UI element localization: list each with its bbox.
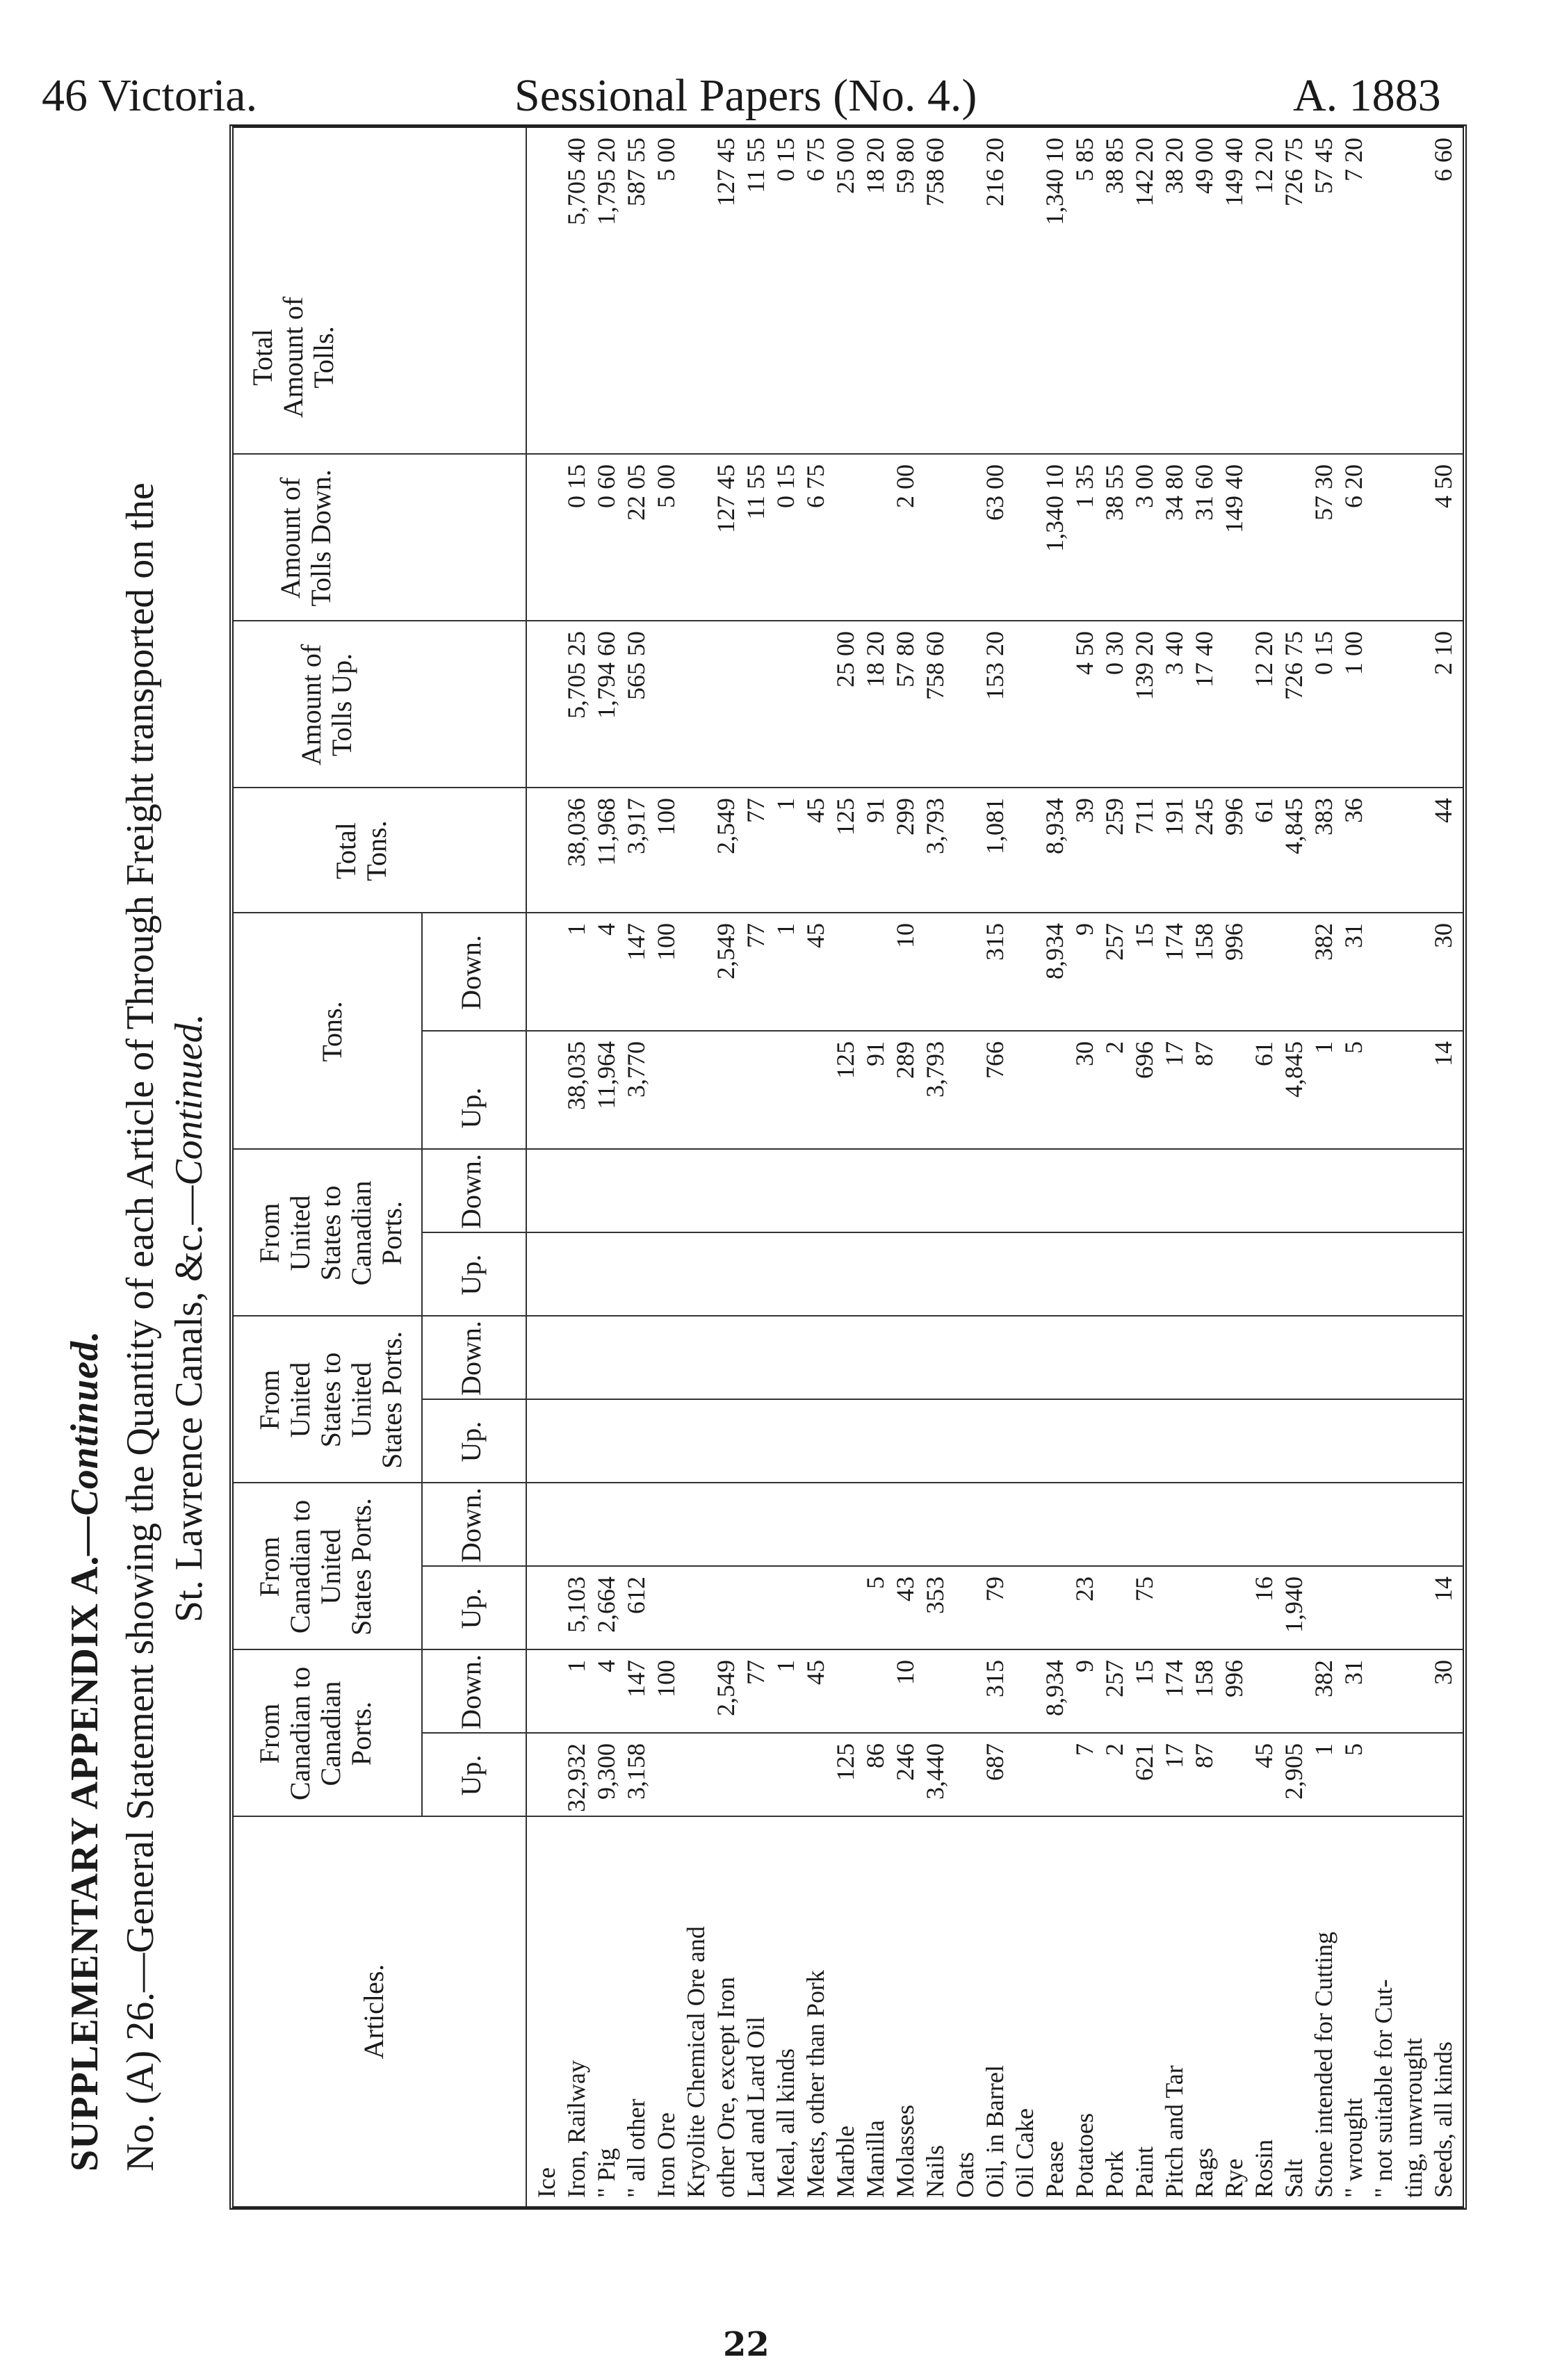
article-name: Lard and Lard Oil: [742, 2016, 770, 2198]
cell-total: 91: [861, 798, 889, 823]
cell-tolls-down: 0 15: [562, 464, 590, 508]
cell-t-up: 3,770: [622, 1041, 650, 1098]
cell-t-up: 1: [1310, 1041, 1337, 1054]
column-rule: [234, 1649, 1463, 1650]
cell-cc-up: 3,158: [622, 1743, 650, 1800]
header-center: Sessional Papers (No. 4.): [514, 70, 977, 121]
article-name: Oats: [951, 2152, 979, 2198]
cell-t-up: 766: [981, 1041, 1009, 1079]
subheader-rule: [421, 913, 423, 1817]
cell-total: 245: [1190, 798, 1218, 836]
article-name: Meal, all kinds: [772, 2048, 799, 2198]
cell-cc-down: 100: [652, 1660, 680, 1697]
cell-cc-up: 3,440: [921, 1743, 949, 1800]
cell-tolls-total: 11 55: [742, 138, 770, 193]
header-tolls-up: Amount of Tolls Up.: [295, 644, 357, 766]
header-down: Down.: [455, 1654, 487, 1729]
article-name: " not suitable for Cut-: [1369, 1979, 1397, 2198]
cell-t-up: 14: [1429, 1041, 1457, 1066]
header-right: A. 1883: [1293, 70, 1441, 121]
cell-total: 711: [1130, 798, 1158, 835]
cell-t-up: 125: [831, 1041, 859, 1079]
cell-tolls-total: 0 15: [772, 138, 799, 181]
page-number: 22: [723, 2325, 770, 2364]
column-rule: [234, 1482, 1463, 1483]
cell-tolls-total: 216 20: [981, 138, 1009, 206]
cell-t-down: 30: [1429, 923, 1457, 948]
header-down: Down.: [455, 935, 487, 1010]
cell-t-up: 87: [1190, 1041, 1218, 1066]
cell-total: 299: [891, 798, 919, 836]
cell-tolls-up: 5,705 25: [562, 631, 590, 719]
cell-cc-up: 621: [1130, 1743, 1158, 1781]
cell-cc-down: 2,549: [712, 1660, 740, 1716]
cell-t-down: 77: [742, 923, 770, 948]
cell-tolls-total: 127 45: [712, 138, 740, 206]
cell-cc-up: 9,300: [592, 1743, 620, 1800]
header-can-can: From Canadian to Canadian Ports.: [254, 1666, 377, 1801]
header-can-us: From Canadian to United States Ports.: [254, 1498, 377, 1636]
cell-t-up: 17: [1160, 1041, 1188, 1066]
cell-t-down: 382: [1310, 923, 1337, 961]
cell-t-down: 31: [1340, 923, 1367, 948]
cell-tolls-down: 6 20: [1340, 464, 1367, 508]
cell-cc-up: 2: [1100, 1743, 1128, 1756]
cell-total: 1: [772, 798, 799, 810]
article-name: Meats, other than Pork: [802, 1970, 829, 2198]
cell-cc-up: 125: [831, 1743, 859, 1781]
cell-cu-up: 612: [622, 1576, 650, 1614]
cell-cu-up: 14: [1429, 1576, 1457, 1601]
article-name: Rosin: [1250, 2139, 1278, 2198]
appendix-title: [63, 1330, 107, 2171]
cell-total: 36: [1340, 798, 1367, 823]
header-up: Up.: [455, 1254, 487, 1296]
cell-tolls-up: 2 10: [1429, 631, 1457, 675]
cell-t-up: 30: [1071, 1041, 1098, 1066]
cell-tolls-up: 12 20: [1250, 631, 1278, 687]
cell-tolls-total: 12 20: [1250, 138, 1278, 194]
cell-t-up: 5: [1340, 1041, 1367, 1054]
header-us-can: From United States to Canadian Ports.: [254, 1180, 407, 1286]
cell-tolls-down: 34 80: [1160, 464, 1188, 521]
cell-tolls-down: 149 40: [1220, 464, 1248, 533]
cell-cc-down: 147: [622, 1660, 650, 1697]
article-name: Paint: [1130, 2146, 1158, 2198]
cell-t-down: 4: [592, 923, 620, 936]
cell-t-down: 8,934: [1041, 923, 1068, 979]
cell-cc-up: 2,905: [1280, 1743, 1308, 1800]
article-name: Seeds, all kinds: [1429, 2041, 1457, 2198]
cell-t-down: 315: [981, 923, 1009, 961]
cell-cc-down: 315: [981, 1660, 1009, 1697]
cell-total: 100: [652, 798, 680, 836]
cell-total: 44: [1429, 798, 1457, 823]
cell-tolls-total: 587 55: [622, 138, 650, 206]
article-name: Kryolite Chemical Ore and: [682, 1926, 710, 2198]
article-name: Pork: [1100, 2150, 1128, 2198]
cell-tolls-down: 0 15: [772, 464, 799, 508]
article-name: other Ore, except Iron: [712, 1977, 740, 2198]
cell-cc-down: 77: [742, 1660, 770, 1685]
cell-t-down: 45: [802, 923, 829, 948]
cell-tolls-total: 49 00: [1190, 138, 1218, 194]
cell-cc-down: 996: [1220, 1660, 1248, 1697]
cell-tolls-down: 31 60: [1190, 464, 1218, 521]
cell-t-down: 15: [1130, 923, 1158, 948]
cell-t-down: 10: [891, 923, 919, 948]
cell-tolls-up: 1 00: [1340, 631, 1367, 675]
cell-tolls-total: 6 75: [802, 138, 829, 181]
appendix-title-suffix: —Continued.: [63, 1330, 106, 1556]
cell-total: 125: [831, 798, 859, 836]
cell-cu-up: 16: [1250, 1576, 1278, 1601]
article-name: Rye: [1220, 2158, 1248, 2198]
cell-cc-down: 10: [891, 1660, 919, 1685]
cell-total: 191: [1160, 798, 1188, 836]
cell-total: 11,968: [592, 798, 620, 866]
cell-cc-up: 87: [1190, 1743, 1218, 1768]
cell-t-up: 2: [1100, 1041, 1128, 1054]
cell-cc-up: 7: [1071, 1743, 1098, 1756]
cell-tolls-up: 4 50: [1071, 631, 1098, 675]
cell-tolls-total: 38 20: [1160, 138, 1188, 194]
article-name: ting, unwrought: [1399, 2038, 1427, 2198]
cell-tolls-up: 726 75: [1280, 631, 1308, 700]
header-down: Down.: [455, 1488, 487, 1563]
article-name: " Pig: [592, 2148, 620, 2198]
cell-cc-down: 15: [1130, 1660, 1158, 1685]
caption-cont-suffix: Continued.: [168, 1013, 211, 1186]
cell-t-down: 1: [772, 923, 799, 936]
cell-cc-up: 687: [981, 1743, 1009, 1781]
cell-tolls-total: 149 40: [1220, 138, 1248, 206]
header-us-us: From United States to United States Ports.: [254, 1331, 407, 1469]
cell-total: 8,934: [1041, 798, 1068, 854]
cell-tolls-up: 25 00: [831, 631, 859, 687]
cell-t-down: 257: [1100, 923, 1128, 961]
header-total-tolls: Total Amount of Tolls.: [247, 296, 339, 418]
article-name: Pitch and Tar: [1160, 2065, 1188, 2198]
cell-tolls-total: 6 60: [1429, 138, 1457, 181]
cell-tolls-total: 1,795 20: [592, 138, 620, 225]
freight-table: [229, 124, 1467, 2210]
cell-t-up: 61: [1250, 1041, 1278, 1066]
cell-tolls-down: 22 05: [622, 464, 650, 521]
article-name: Manilla: [861, 2120, 889, 2198]
cell-cu-up: 2,664: [592, 1576, 620, 1633]
cell-tolls-down: 1 35: [1071, 464, 1098, 508]
article-name: Iron Ore: [652, 2112, 680, 2198]
cell-cu-up: 353: [921, 1576, 949, 1614]
cell-total: 3,793: [921, 798, 949, 854]
cell-cc-down: 30: [1429, 1660, 1457, 1685]
cell-tolls-total: 5 85: [1071, 138, 1098, 181]
header-left: 46 Victoria.: [42, 70, 258, 121]
cell-tolls-total: 726 75: [1280, 138, 1308, 206]
cell-tolls-total: 18 20: [861, 138, 889, 194]
cell-tolls-total: 1,340 10: [1041, 138, 1068, 225]
cell-cc-up: 1: [1310, 1743, 1337, 1756]
cell-t-up: 696: [1130, 1041, 1158, 1079]
header-articles: Articles.: [358, 1964, 389, 2060]
cell-cc-down: 45: [802, 1660, 829, 1685]
cell-total: 45: [802, 798, 829, 823]
cell-t-down: 158: [1190, 923, 1218, 961]
cell-tolls-up: 153 20: [981, 631, 1009, 700]
cell-cu-up: 79: [981, 1576, 1009, 1601]
cell-cu-up: 43: [891, 1576, 919, 1601]
article-name: Stone intended for Cutting: [1310, 1932, 1337, 2198]
cell-total: 1,081: [981, 798, 1009, 854]
cell-t-down: 1: [562, 923, 590, 936]
header-up: Up.: [455, 1588, 487, 1629]
cell-cc-up: 45: [1250, 1743, 1278, 1768]
cell-total: 38,036: [562, 798, 590, 867]
cell-cu-up: 5: [861, 1576, 889, 1589]
cell-total: 259: [1100, 798, 1128, 836]
cell-tolls-up: 1,794 60: [592, 631, 620, 719]
cell-t-up: 3,793: [921, 1041, 949, 1098]
column-rule: [234, 1315, 1463, 1317]
cell-cc-up: 246: [891, 1743, 919, 1781]
cell-t-up: 38,035: [562, 1041, 590, 1110]
cell-tolls-total: 25 00: [831, 138, 859, 194]
subcolumn-rule: [421, 1565, 1463, 1567]
cell-t-up: 289: [891, 1041, 919, 1079]
cell-tolls-down: 4 50: [1429, 464, 1457, 508]
cell-total: 77: [742, 798, 770, 823]
cell-total: 4,845: [1280, 798, 1308, 854]
cell-t-down: 9: [1071, 923, 1098, 936]
cell-t-down: 996: [1220, 923, 1248, 961]
article-name: Ice: [532, 2167, 560, 2198]
cell-tolls-up: 17 40: [1190, 631, 1218, 687]
cell-cu-up: 5,103: [562, 1576, 590, 1633]
cell-tolls-down: 127 45: [712, 464, 740, 533]
cell-tolls-up: 139 20: [1130, 631, 1158, 700]
cell-cc-down: 174: [1160, 1660, 1188, 1697]
header-up: Up.: [455, 1754, 487, 1796]
cell-tolls-down: 0 60: [592, 464, 620, 508]
cell-tolls-total: 57 45: [1310, 138, 1337, 194]
cell-cc-down: 1: [562, 1660, 590, 1672]
article-name: Iron, Railway: [562, 2060, 590, 2198]
cell-cc-down: 158: [1190, 1660, 1218, 1697]
cell-tolls-down: 57 30: [1310, 464, 1337, 521]
cell-tolls-total: 7 20: [1340, 138, 1367, 181]
cell-tolls-up: 18 20: [861, 631, 889, 687]
cell-cc-up: 86: [861, 1743, 889, 1768]
cell-tolls-down: 11 55: [742, 464, 770, 520]
cell-tolls-up: 0 30: [1100, 631, 1128, 675]
cell-t-up: 4,845: [1280, 1041, 1308, 1098]
statement-caption-cont: [167, 1013, 211, 1622]
cell-tolls-down: 2 00: [891, 464, 919, 508]
cell-tolls-up: 758 60: [921, 631, 949, 700]
header-total-tons: Total Tons.: [330, 820, 392, 881]
article-name: Molasses: [891, 2105, 919, 2198]
header-tons: Tons.: [316, 1001, 348, 1062]
cell-cc-down: 4: [592, 1660, 620, 1672]
cell-t-down: 100: [652, 923, 680, 961]
cell-tolls-down: 6 75: [802, 464, 829, 508]
cell-cc-down: 1: [772, 1660, 799, 1672]
cell-tolls-total: 5 00: [652, 138, 680, 181]
cell-tolls-down: 1,340 10: [1041, 464, 1068, 552]
cell-tolls-down: 5 00: [652, 464, 680, 508]
column-rule: [234, 620, 1463, 621]
article-name: Marble: [831, 2126, 859, 2198]
cell-tolls-up: 3 40: [1160, 631, 1188, 675]
cell-cu-up: 23: [1071, 1576, 1098, 1601]
cell-t-up: 11,964: [592, 1041, 620, 1109]
cell-total: 383: [1310, 798, 1337, 836]
caption-cont-prefix: St. Lawrence Canals, &c.—: [168, 1185, 211, 1622]
appendix-title-text: SUPPLEMENTARY APPENDIX A.: [63, 1555, 106, 2171]
article-name: Potatoes: [1071, 2113, 1098, 2198]
cell-cc-down: 257: [1100, 1660, 1128, 1697]
cell-cc-down: 31: [1340, 1660, 1367, 1685]
cell-cc-up: 17: [1160, 1743, 1188, 1768]
cell-tolls-up: 57 80: [891, 631, 919, 687]
article-name: Rags: [1190, 2148, 1218, 2198]
cell-tolls-up: 0 15: [1310, 631, 1337, 675]
article-name: Pease: [1041, 2141, 1068, 2198]
article-name: Oil, in Barrel: [981, 2065, 1009, 2198]
cell-t-down: 174: [1160, 923, 1188, 961]
cell-total: 2,549: [712, 798, 740, 854]
cell-total: 996: [1220, 798, 1248, 836]
cell-cc-down: 8,934: [1041, 1660, 1068, 1716]
cell-tolls-total: 758 60: [921, 138, 949, 206]
article-name: " all other: [622, 2098, 650, 2198]
cell-total: 39: [1071, 798, 1098, 823]
cell-tolls-total: 142 20: [1130, 138, 1158, 206]
header-down: Down.: [455, 1154, 487, 1229]
article-name: Oil Cake: [1011, 2108, 1039, 2198]
header-tolls-down: Amount of Tolls Down.: [275, 469, 336, 607]
cell-total: 3,917: [622, 798, 650, 854]
cell-tolls-down: 3 00: [1130, 464, 1158, 508]
cell-cc-up: 32,932: [562, 1743, 590, 1812]
subcolumn-rule: [421, 1399, 1463, 1400]
subcolumn-rule: [421, 1232, 1463, 1233]
cell-cc-down: 382: [1310, 1660, 1337, 1697]
header-up: Up.: [455, 1421, 487, 1462]
cell-t-down: 2,549: [712, 923, 740, 979]
cell-cc-down: 9: [1071, 1660, 1098, 1672]
article-name: " wrought: [1340, 2098, 1367, 2198]
statement-caption: No. (A) 26.—General Statement showing the Quantity of each Article of Through Freight transported on the: [119, 482, 162, 2171]
cell-tolls-down: 63 00: [981, 464, 1009, 521]
header-down: Down.: [455, 1321, 487, 1396]
cell-cc-up: 5: [1340, 1743, 1367, 1756]
header-rule: [526, 128, 527, 2206]
cell-t-up: 91: [861, 1041, 889, 1066]
cell-tolls-total: 59 80: [891, 138, 919, 194]
cell-tolls-total: 5,705 40: [562, 138, 590, 225]
article-name: Nails: [921, 2145, 949, 2198]
cell-t-down: 147: [622, 923, 650, 961]
cell-tolls-up: 565 50: [622, 631, 650, 700]
cell-cu-up: 1,940: [1280, 1576, 1308, 1633]
cell-cu-up: 75: [1130, 1576, 1158, 1601]
cell-tolls-total: 38 85: [1100, 138, 1128, 194]
header-up: Up.: [455, 1087, 487, 1129]
article-name: Salt: [1280, 2158, 1308, 2198]
cell-tolls-down: 38 55: [1100, 464, 1128, 521]
cell-total: 61: [1250, 798, 1278, 823]
